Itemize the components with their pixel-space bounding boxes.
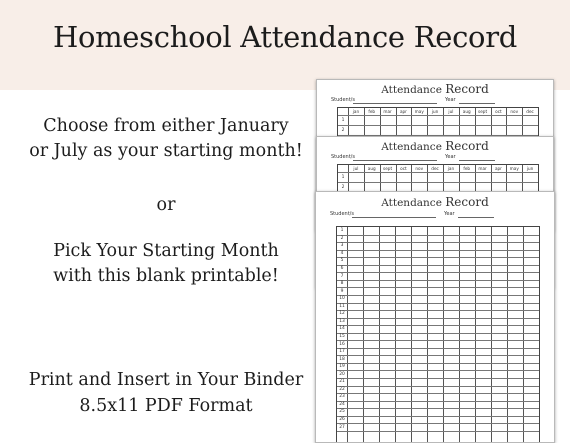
grid-row-line	[337, 401, 539, 402]
day-number: 6	[340, 266, 344, 272]
grid-column-line	[475, 227, 476, 442]
month-header: jul	[353, 166, 359, 171]
day-number: 13	[339, 318, 345, 324]
month-header: sept	[383, 166, 393, 171]
grid-row-line	[337, 355, 539, 356]
day-number: 17	[339, 349, 345, 355]
grid-row-line	[337, 242, 539, 243]
month-header: mar	[478, 166, 487, 171]
month-header: nov	[510, 109, 519, 114]
sheet-title	[317, 82, 553, 96]
month-header: jun	[526, 166, 534, 171]
grid-header-line	[338, 115, 538, 116]
grid-row-line	[337, 363, 539, 364]
grid-row-line	[337, 280, 539, 281]
grid-row-line	[337, 340, 539, 341]
day-number: 1	[341, 174, 345, 180]
copy-line-4: with this blank printable!	[53, 266, 279, 286]
grid-column-line	[347, 227, 348, 442]
grid-column-line	[395, 227, 396, 442]
grid-row-line	[337, 310, 539, 311]
copy-line-1: Choose from either January	[43, 116, 289, 136]
grid-column-line	[411, 227, 412, 442]
grid-header-line	[338, 172, 538, 173]
sheet-title-attendance: Attendance	[381, 84, 446, 96]
month-header: oct	[495, 109, 502, 114]
day-number: 26	[339, 417, 345, 423]
sheet-title	[317, 139, 553, 153]
day-number: 14	[339, 326, 345, 332]
day-number: 4	[340, 250, 344, 256]
grid-column-line	[539, 227, 540, 442]
day-number: 1	[340, 228, 344, 234]
month-header: may	[414, 109, 424, 114]
grid-row-line	[337, 431, 539, 432]
month-header: aug	[462, 109, 471, 114]
month-header: dec	[431, 166, 439, 171]
grid-column-line	[443, 227, 444, 442]
day-number: 24	[339, 401, 345, 407]
copy-line-2: or July as your starting month!	[29, 141, 303, 161]
month-header: jul	[448, 109, 454, 114]
copy-line-5: Print and Insert in Your Binder	[28, 370, 304, 390]
grid-row-line	[337, 408, 539, 409]
grid-row-line	[337, 257, 539, 258]
sheet-title-attendance: Attendance	[381, 141, 446, 153]
month-header: feb	[368, 109, 376, 114]
month-header: may	[509, 166, 519, 171]
month-header: jan	[352, 109, 360, 114]
day-number: 15	[339, 333, 345, 339]
grid-column-line	[507, 227, 508, 442]
day-number: 18	[339, 356, 345, 362]
grid-row-line	[337, 370, 539, 371]
student-label: Student/s	[330, 211, 354, 217]
grid-row-line	[337, 295, 539, 296]
sheet-title-attendance: Attendance	[381, 197, 446, 209]
day-number: 3	[340, 243, 344, 249]
month-header: oct	[400, 166, 407, 171]
month-header: apr	[399, 109, 407, 114]
banner-title: Homeschool Attendance Record	[52, 20, 518, 54]
grid-row-line	[337, 272, 539, 273]
sheet-title	[316, 195, 554, 209]
student-label: Student/s	[331, 97, 355, 103]
year-line	[459, 103, 495, 104]
grid-row-line	[337, 386, 539, 387]
day-number: 19	[339, 364, 345, 370]
day-number: 25	[339, 409, 345, 415]
title-banner	[0, 0, 570, 90]
copy-or: or	[156, 195, 176, 215]
day-number: 20	[339, 371, 345, 377]
month-header: nov	[415, 166, 424, 171]
day-number: 10	[339, 296, 345, 302]
grid-column-line	[363, 227, 364, 442]
month-header: jan	[447, 166, 455, 171]
sheet-title-record: Record	[445, 195, 489, 209]
day-number: 9	[340, 288, 344, 294]
grid-row-line	[337, 416, 539, 417]
grid-row-line	[337, 250, 539, 251]
day-number: 21	[339, 379, 345, 385]
day-number: 12	[339, 311, 345, 317]
day-number: 8	[340, 281, 344, 287]
grid-row-line	[337, 378, 539, 379]
grid-row-line	[338, 182, 538, 183]
grid-row-line	[337, 265, 539, 266]
day-number: 2	[341, 184, 345, 190]
day-number: 23	[339, 394, 345, 400]
month-header: dec	[526, 109, 534, 114]
day-number: 5	[340, 258, 344, 264]
day-number: 1	[341, 117, 345, 123]
grid-row-line	[338, 125, 538, 126]
grid-row-line	[337, 303, 539, 304]
attendance-grid	[336, 226, 540, 443]
day-number: 22	[339, 386, 345, 392]
grid-column-line	[523, 227, 524, 442]
year-label: Year	[444, 211, 455, 217]
grid-row-line	[337, 287, 539, 288]
day-number: 2	[340, 235, 344, 241]
day-number: 7	[340, 273, 344, 279]
sheet-title-record: Record	[445, 82, 489, 96]
month-header: jun	[431, 109, 439, 114]
day-number: 2	[341, 127, 345, 133]
month-header: sept	[478, 109, 488, 114]
copy-line-3: Pick Your Starting Month	[53, 241, 279, 261]
grid-column-line	[427, 227, 428, 442]
day-number: 16	[339, 341, 345, 347]
year-label: Year	[445, 97, 456, 103]
sheet-title-record: Record	[445, 139, 489, 153]
student-name-line	[353, 160, 437, 161]
student-name-line	[353, 103, 437, 104]
copy-line-6: 8.5x11 PDF Format	[79, 396, 253, 416]
month-header: apr	[494, 166, 502, 171]
grid-row-line	[337, 423, 539, 424]
year-line	[459, 160, 495, 161]
grid-row-line	[337, 325, 539, 326]
grid-column-line	[459, 227, 460, 442]
student-label: Student/s	[331, 154, 355, 160]
attendance-sheet-3	[315, 191, 555, 443]
month-header: aug	[367, 166, 376, 171]
day-number: 27	[339, 424, 345, 430]
day-number: 11	[339, 303, 345, 309]
grid-column-line	[491, 227, 492, 442]
grid-column-line	[379, 227, 380, 442]
grid-row-line	[337, 235, 539, 236]
grid-row-line	[337, 348, 539, 349]
month-header: feb	[463, 166, 471, 171]
student-name-line	[352, 217, 436, 218]
grid-row-line	[337, 393, 539, 394]
grid-row-line	[337, 333, 539, 334]
year-label: Year	[445, 154, 456, 160]
year-line	[458, 217, 494, 218]
grid-row-line	[337, 318, 539, 319]
month-header: mar	[383, 109, 392, 114]
